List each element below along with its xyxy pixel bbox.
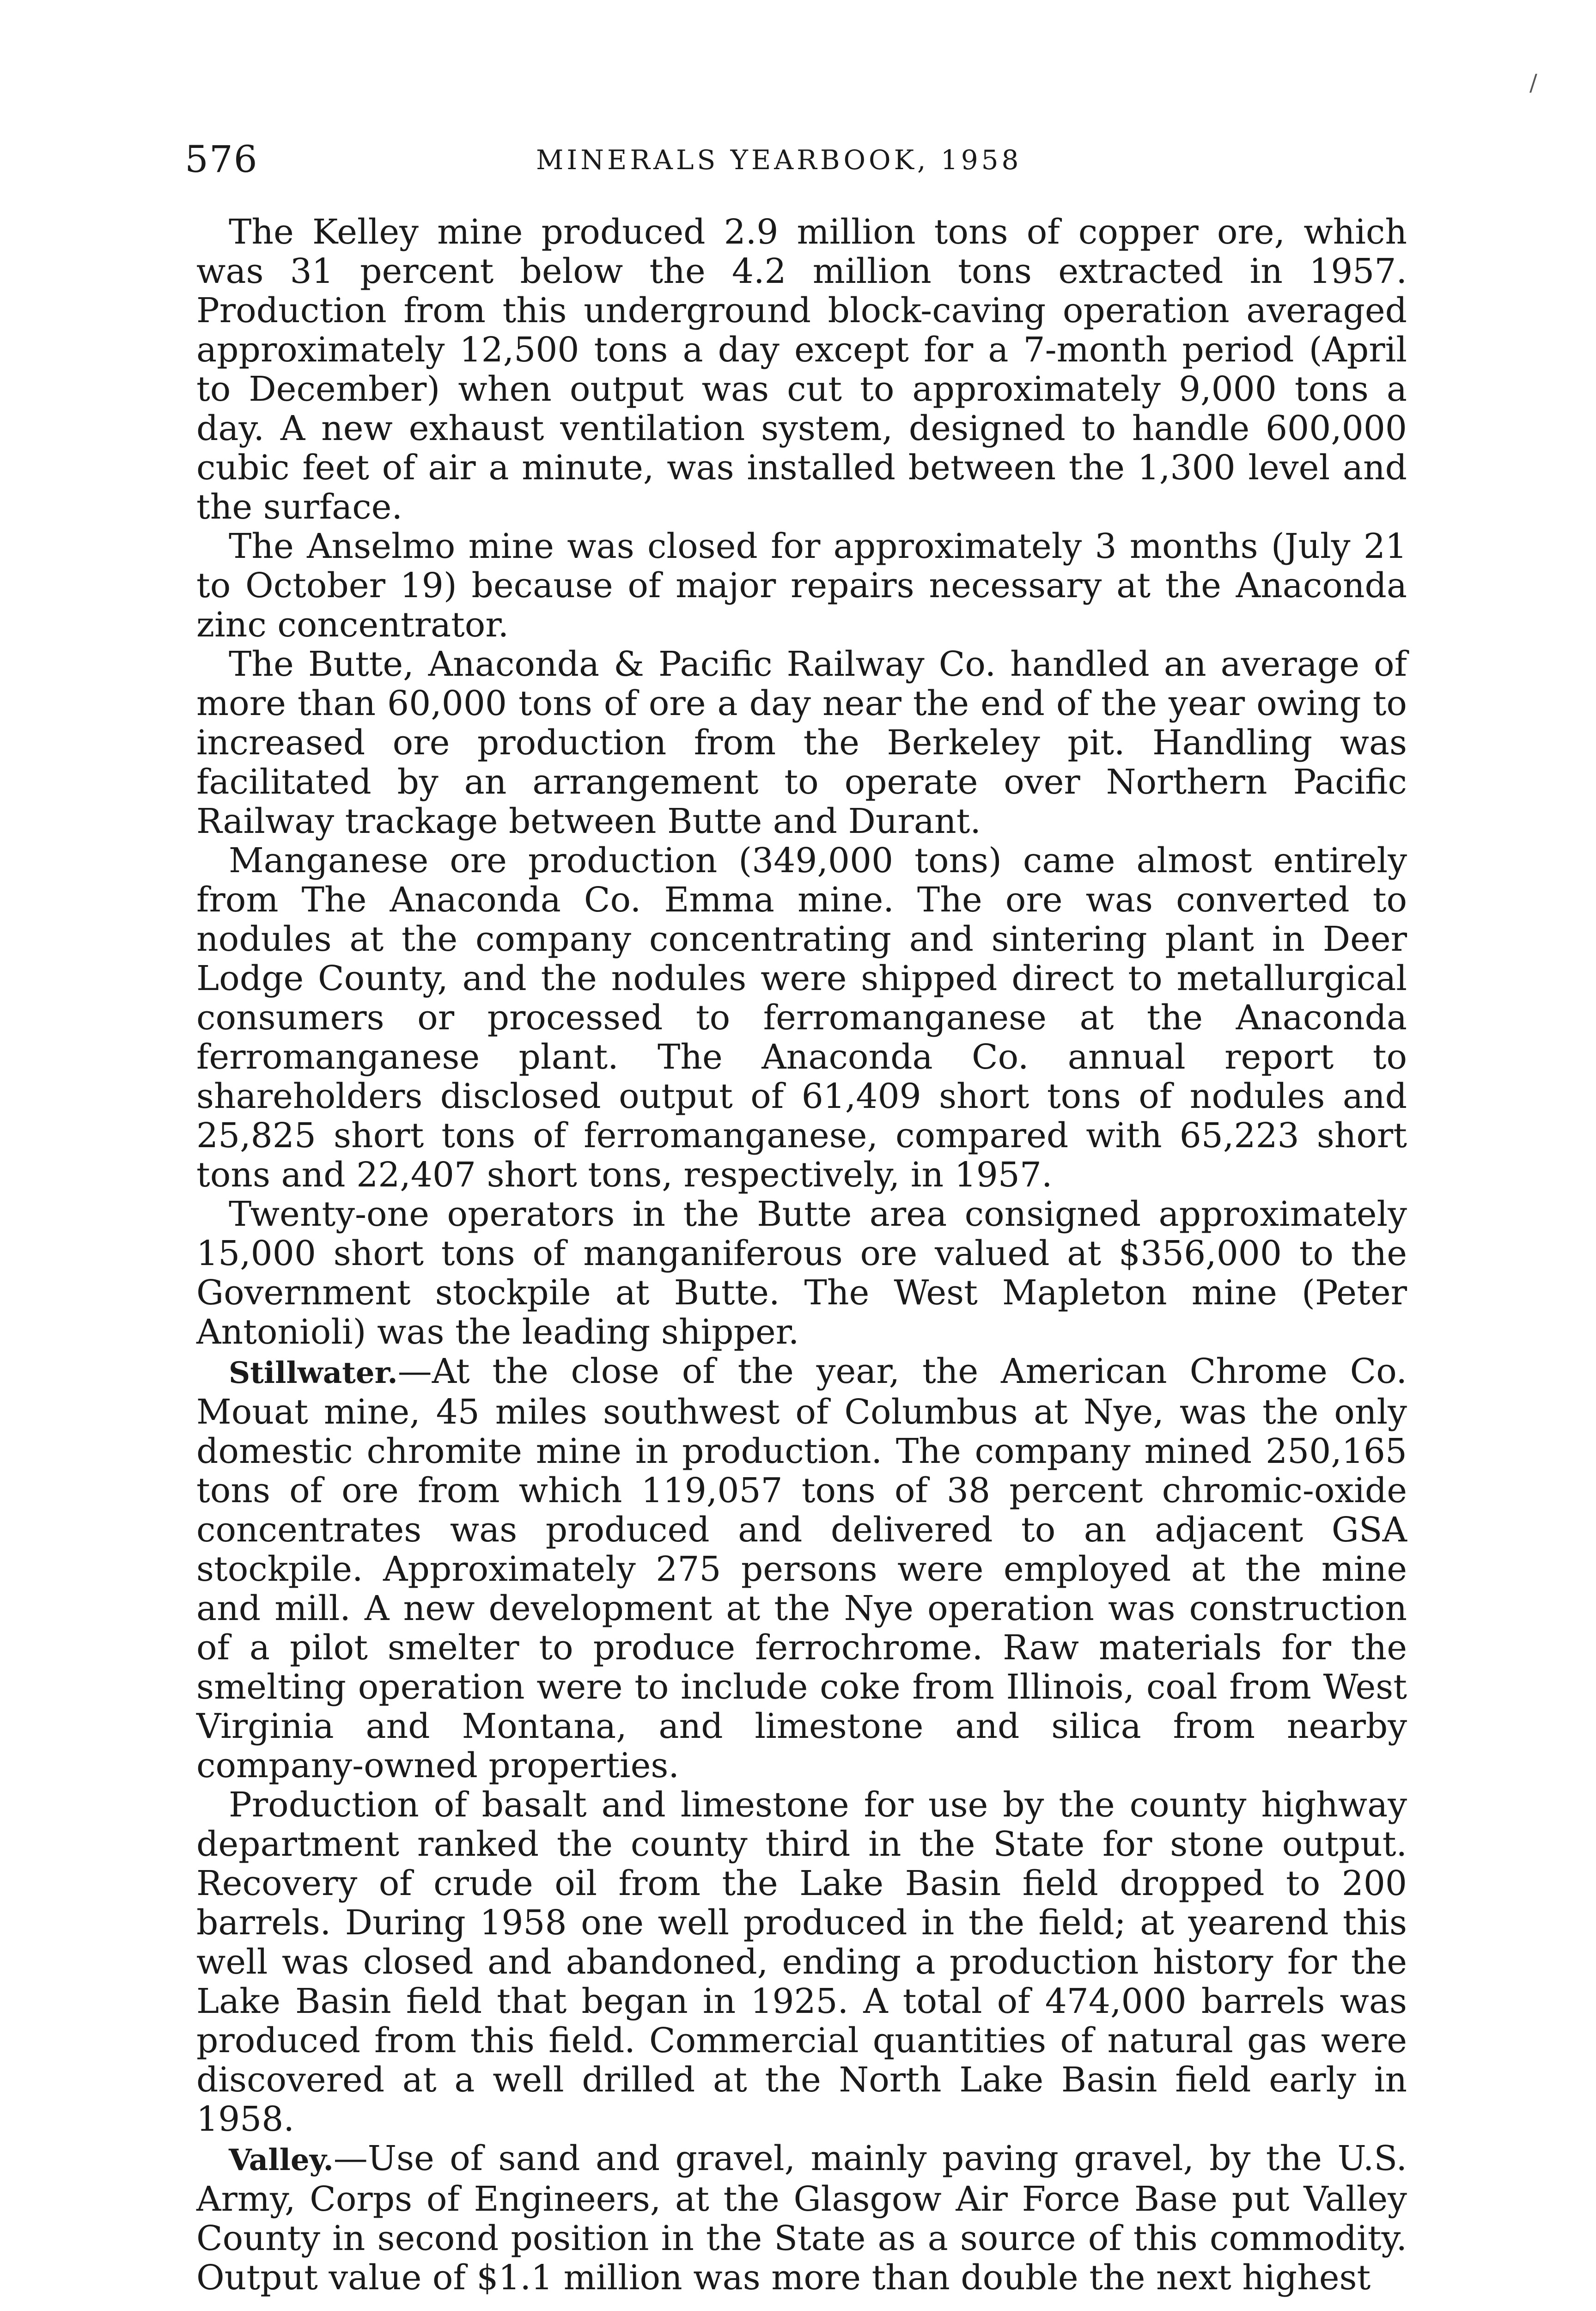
paragraph-text: The Kelley mine produced 2.9 million tons of copper ore, which was 31 percent below the 4.2 million tons extracted in 1957. Production from this underground block-caving operation averaged approximately 12,500 tons a day except for a 7-month period (April to December) when output was cut to approximately 9,000 tons a day. A new exhaust ventilation system, designed to handle 600,000 cubic feet of air a minute, was installed between the 1,300 level and the surface.: [196, 212, 1407, 527]
page-header: [185, 134, 1405, 185]
paragraph-basalt-limestone: [196, 1785, 1407, 2139]
paragraph-text: Twenty-one operators in the Butte area consigned approximately 15,000 short tons of manganiferous ore valued at $356,000 to the Government stockpile at Butte. The West Mapleton mine (Peter Antonioli) was the leading shipper.: [196, 1194, 1407, 1352]
paragraph-text: The Anselmo mine was closed for approximately 3 months (July 21 to October 19) because of major repairs necessary at the Anaconda zinc concentrator.: [196, 526, 1407, 645]
paragraph-anselmo-mine: [196, 527, 1407, 645]
running-head: MINERALS YEARBOOK, 1958: [536, 144, 1022, 176]
paragraph-text: Manganese ore production (349,000 tons) came almost entirely from The Anaconda Co. Emma mine. The ore was converted to nodules at the company concentrating and sintering plant in Deer Lodge County, and the nodules were shipped direct to metallurgical consumers or processed to ferromanganese at the Anaconda ferromanganese plant. The Anaconda Co. annual report to shareholders disclosed output of 61,409 short tons of nodules and 25,825 short tons of ferromanganese, compared with 65,223 short tons and 22,407 short tons, respectively, in 1957.: [196, 841, 1407, 1195]
paragraph-valley: [196, 2139, 1407, 2298]
paragraph-manganese: [196, 841, 1407, 1195]
paragraph-stillwater: [196, 1352, 1407, 1785]
paragraph-text: —At the close of the year, the American Chrome Co. Mouat mine, 45 miles southwest of Columbus at Nye, was the only domestic chromite mine in production. The company mined 250,165 tons of ore from which 119,057 tons of 38 percent chromic-oxide concentrates was produced and delivered to an adjacent GSA stockpile. Approximately 275 persons were employed at the mine and mill. A new development at the Nye operation was construction of a pilot smelter to produce ferrochrome. Raw materials for the smelting operation were to include coke from Illinois, coal from West Virginia and Montana, and limestone and silica from nearby company-owned properties.: [196, 1351, 1407, 1785]
section-heading-stillwater: Stillwater.: [229, 1356, 398, 1390]
paragraph-butte-operators: [196, 1195, 1407, 1352]
paragraph-kelley-mine: [196, 213, 1407, 527]
paragraph-text: —Use of sand and gravel, mainly paving gravel, by the U.S. Army, Corps of Engineers, at the Glasgow Air Force Base put Valley County in second position in the State as a source of this commodity. Output value of $1.1 million was more than double the next highest: [196, 2139, 1407, 2298]
page-number: 576: [185, 138, 258, 181]
body-text: [196, 213, 1407, 2298]
paragraph-text: The Butte, Anaconda & Pacific Railway Co. handled an average of more than 60,000 tons of ore a day near the end of the year owing to increased ore production from the Berkeley pit. Handling was facilitated by an arrangement to operate over Northern Pacific Railway trackage between Butte and Durant.: [196, 644, 1407, 841]
margin-mark: /: [1529, 69, 1537, 96]
section-heading-valley: Valley.: [229, 2143, 334, 2177]
paragraph-text: Production of basalt and limestone for use by the county highway department ranked the county third in the State for stone output. Recovery of crude oil from the Lake Basin field dropped to 200 barrels. During 1958 one well produced in the field; at yearend this well was closed and abandoned, ending a production history for the Lake Basin field that began in 1925. A total of 474,000 barrels was produced from this field. Commercial quantities of natural gas were discovered at a well drilled at the North Lake Basin field early in 1958.: [196, 1785, 1407, 2139]
paragraph-railway: [196, 645, 1407, 841]
